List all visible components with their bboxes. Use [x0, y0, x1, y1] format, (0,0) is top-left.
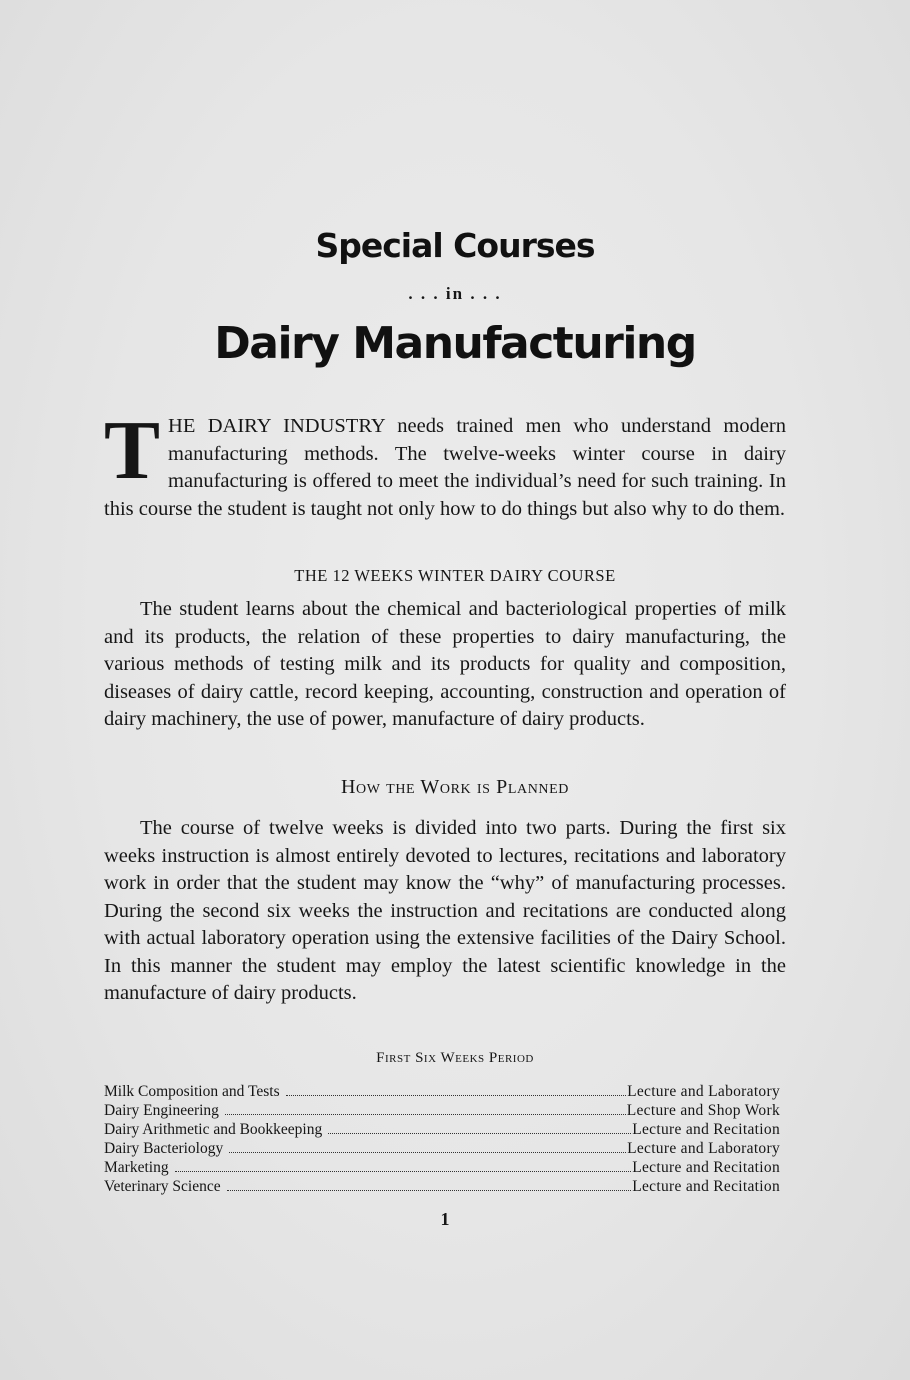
schedule-kind: Lecture and Laboratory [627, 1140, 780, 1157]
schedule-row [104, 1139, 780, 1158]
schedule-subject: Dairy Bacteriology [104, 1140, 224, 1157]
dot-leader [286, 1083, 626, 1096]
schedule-subject: Marketing [104, 1159, 169, 1176]
schedule-row [104, 1158, 780, 1177]
schedule-row [104, 1120, 780, 1139]
schedule-subject: Milk Composition and Tests [104, 1083, 280, 1100]
section-paragraph-work-planned: The course of twelve weeks is divided into two parts. During the first six weeks instruction is almost entirely devoted to lectures, recitations and laboratory work in order that the student may know the “why” of manufacturing processes. During the second six weeks the instruction and recitations are conducted along with actual laboratory operation using the extensive facilities of the Dairy School. In this manner the student may employ the latest scientific knowledge in the manufacture of dairy products. [104, 817, 786, 1004]
schedule-subject: Dairy Arithmetic and Bookkeeping [104, 1121, 323, 1138]
dot-leader [225, 1102, 626, 1115]
title-line-2: Dairy Manufacturing [214, 318, 696, 369]
schedule-subject: Dairy Engineering [104, 1102, 219, 1119]
schedule-kind: Lecture and Shop Work [626, 1102, 780, 1119]
schedule-kind: Lecture and Recitation [632, 1178, 780, 1195]
intro-text: HE DAIRY INDUSTRY needs trained men who understand modern manufacturing methods. The twelve-weeks winter course in dairy manufacturing is offered to meet the individual’s need for such training. In this course the student is taught not only how to do things but also why to do them. [104, 415, 786, 520]
schedule-row [104, 1101, 780, 1120]
title-connector: . . . in . . . [408, 284, 502, 303]
schedule-list [104, 1082, 780, 1196]
schedule-subject: Veterinary Science [104, 1178, 221, 1195]
page-number: 1 [440, 1209, 450, 1229]
section-heading-winter-course: THE 12 WEEKS WINTER DAIRY COURSE [294, 566, 616, 585]
schedule-row [104, 1082, 780, 1101]
title-line-1: Special Courses [315, 226, 595, 265]
intro-paragraph [104, 404, 786, 523]
section-paragraph-winter-course: The student learns about the chemical and bacteriological properties of milk and its products, the relation of these properties to dairy manufacturing, the various methods of testing milk and its products for quality and composition, diseases of dairy cattle, record keeping, accounting, construction and operation of dairy machinery, the use of power, manufacture of dairy products. [104, 598, 786, 730]
schedule-row [104, 1177, 780, 1196]
dot-leader [175, 1159, 632, 1172]
dot-leader [227, 1178, 632, 1191]
dot-leader [229, 1140, 626, 1153]
schedule-kind: Lecture and Recitation [632, 1121, 780, 1138]
drop-cap: T [104, 404, 161, 497]
schedule-heading: First Six Weeks Period [376, 1050, 534, 1066]
dot-leader [328, 1121, 631, 1134]
schedule-kind: Lecture and Recitation [632, 1159, 780, 1176]
schedule-kind: Lecture and Laboratory [627, 1083, 780, 1100]
section-heading-work-planned: How the Work is Planned [341, 776, 569, 798]
